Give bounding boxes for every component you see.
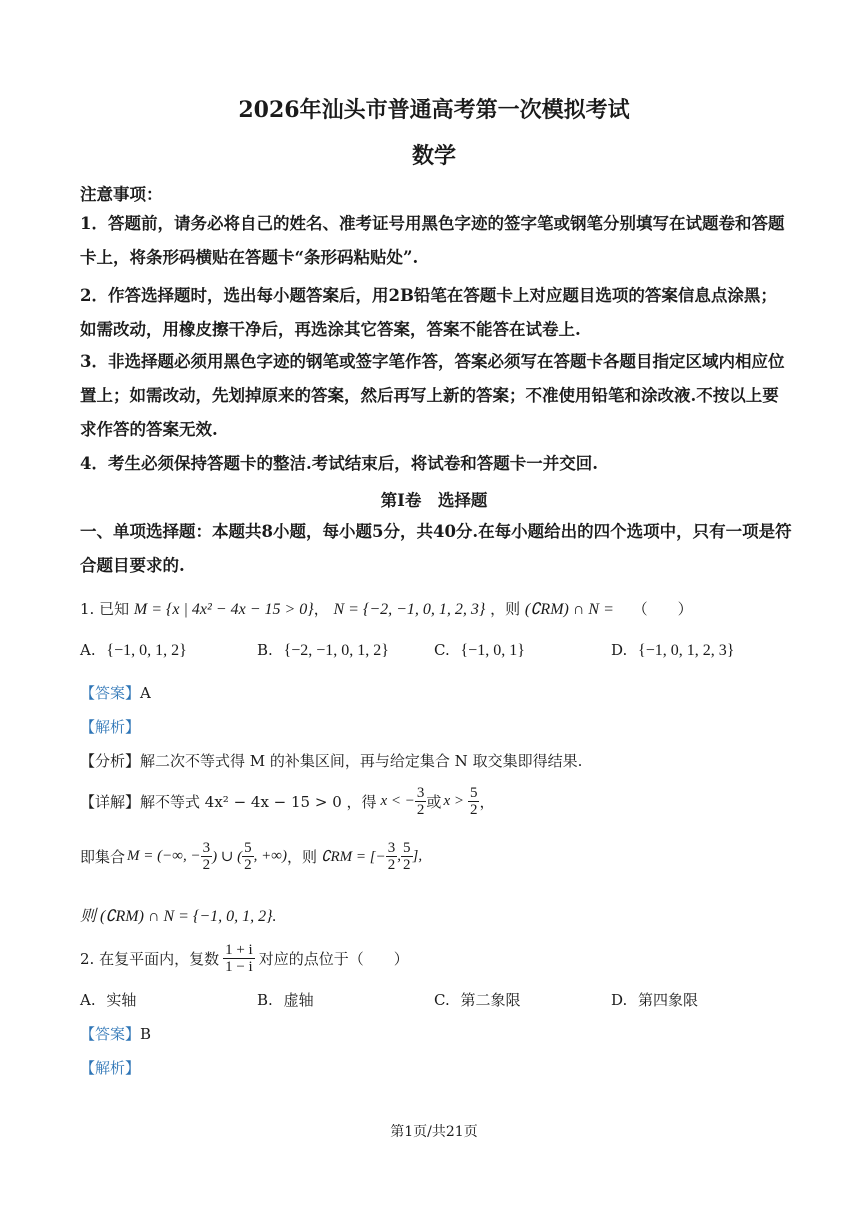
q1-answer	[80, 682, 151, 703]
q1-detail-line-2: 即集合 M = (−∞, − $\frac{3}{2}$ ) ∪ ( $\frac{5}{2}$ , +∞) ，则 ∁RM = [− $\frac{3}{2}$ , $\frac{5}{2}$ ],	[80, 839, 423, 873]
exam-title: 2026年汕头市普通高考第一次模拟考试	[238, 97, 630, 123]
q1-then: ，则	[490, 600, 521, 618]
q1-analysis-tag: 【解析】	[80, 718, 141, 736]
question-2: 2. 在复平面内，复数 $\frac{1 + i}{1 - i}$ 对应的点位于（ ）	[80, 941, 409, 975]
note-item-1: 1．答题前，请务必将自己的姓名、准考证号用黑色字迹的签字笔或钢笔分别填写在试题卷和答题卡上，将条形码横贴在答题卡“条形码粘贴处”.	[80, 214, 785, 267]
q1-option-b: B. {−2, −1, 0, 1, 2}	[257, 641, 389, 659]
section-heading: 第Ⅰ卷 选择题	[380, 491, 488, 510]
q1-set-n: N = {−2, −1, 0, 1, 2, 3}	[333, 601, 486, 618]
q1-detail-line-3: 则 (∁RM) ∩ N = {−1, 0, 1, 2}.	[80, 908, 277, 925]
q1-blank: （ ）	[632, 600, 693, 618]
fraction-five-halves: $\frac{5}{2}$	[469, 784, 478, 818]
question-1: 1. 已知 M = {x | 4x² − 4x − 15 > 0}， N = {−2, −1, 0, 1, 2, 3} ，则 (∁RM) ∩ N = （ ）	[80, 600, 693, 618]
q1-expression: (∁RM) ∩ N =	[524, 601, 614, 618]
q1-option-c: C. {−1, 0, 1}	[434, 641, 525, 659]
q2-option-d: D. 第四象限	[611, 991, 699, 1009]
notes-heading: 注意事项：	[80, 185, 163, 204]
answer-value: A	[140, 684, 151, 702]
fenxi-tag: 【分析】	[80, 752, 141, 770]
note-item-3: 3．非选择题必须用黑色字迹的钢笔或签字笔作答，答案必须写在答题卡各题目指定区域内相应位置上；如需改动，先划掉原来的答案，然后再写上新的答案；不准使用铅笔和涂改液.不按以上要求作答的答案无效.	[80, 352, 785, 439]
page-footer: 第1页/共21页	[390, 1124, 478, 1140]
detail-tag: 【详解】	[80, 792, 141, 811]
q1-fenxi	[80, 750, 582, 771]
q1-prefix: 1. 已知	[80, 600, 130, 618]
q2-option-a: A. 实轴	[80, 991, 137, 1009]
note-item-2: 2．作答选择题时，选出每小题答案后，用2B铅笔在答题卡上对应题目选项的答案信息点涂黑；如需改动，用橡皮擦干净后，再选涂其它答案，答案不能答在试卷上.	[80, 286, 777, 339]
q2-fraction: $\frac{1 + i}{1 - i}$	[225, 941, 253, 975]
q2-option-b: B. 虚轴	[257, 991, 314, 1009]
fraction-three-halves: $\frac{3}{2}$	[416, 784, 425, 818]
fenxi-text: 解二次不等式得 M 的补集区间，再与给定集合 N 取交集即得结果.	[140, 752, 583, 770]
q1-detail-line-1: 【详解】 解不等式 4x² − 4x − 15 > 0 ，得 x < − $\frac{3}{2}$ 或 x > $\frac{5}{2}$ ，	[80, 784, 495, 818]
q1-option-a: A. {−1, 0, 1, 2}	[80, 641, 187, 659]
q2-analysis-tag: 【解析】	[80, 1059, 141, 1077]
subject-title: 数学	[411, 143, 456, 169]
note-item-4: 4．考生必须保持答题卡的整洁.考试结束后，将试卷和答题卡一并交回.	[80, 454, 598, 473]
q1-set-m: M = {x | 4x² − 4x − 15 > 0}	[133, 601, 314, 618]
answer-tag: 【答案】	[80, 684, 141, 702]
q2-option-c: C. 第二象限	[434, 991, 521, 1009]
q2-answer: 【答案】B	[80, 1025, 152, 1043]
q1-option-d: D. {−1, 0, 1, 2, 3}	[611, 641, 735, 659]
section-instruction: 一、单项选择题：本题共8小题，每小题5分，共40分.在每小题给出的四个选项中，只有一项是符合题目要求的.	[80, 522, 792, 575]
